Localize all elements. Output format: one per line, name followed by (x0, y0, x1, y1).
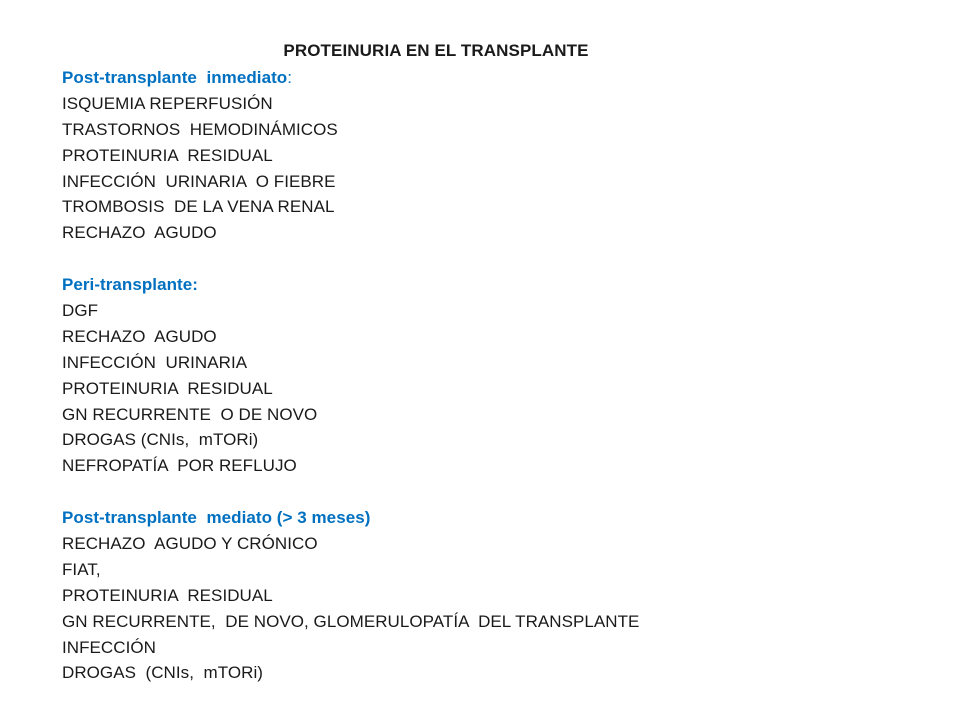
list-item: DROGAS (CNIs, mTORi) (62, 430, 259, 450)
section-heading-text: Post-transplante mediato (> 3 meses) (62, 508, 371, 528)
list-item: RECHAZO AGUDO (62, 326, 217, 346)
section-heading-mediato (62, 505, 922, 531)
list-item: DGF (62, 301, 99, 321)
list-item: TRASTORNOS HEMODINÁMICOS (62, 119, 338, 139)
list-item: GN RECURRENTE, DE NOVO, GLOMERULOPATÍA DEL TRANSPLANTE (62, 611, 640, 631)
list-item: INFECCIÓN URINARIA (62, 352, 248, 372)
list-item: GN RECURRENTE O DE NOVO (62, 404, 318, 424)
section-heading-text: Post-transplante inmediato (62, 68, 288, 87)
list-item: INFECCIÓN URINARIA O FIEBRE (62, 171, 336, 191)
list-item: TROMBOSIS DE LA VENA RENAL (62, 197, 335, 217)
slide-title: PROTEINURIA EN EL TRANSPLANTE (283, 41, 589, 60)
slide-body (62, 65, 922, 686)
list-item: PROTEINURIA RESIDUAL (62, 145, 273, 165)
section-heading-text: Peri-transplante: (62, 275, 198, 295)
list-item: PROTEINURIA RESIDUAL (62, 378, 273, 398)
list-item: RECHAZO AGUDO Y CRÓNICO (62, 534, 318, 554)
list-item: ISQUEMIA REPERFUSIÓN (62, 93, 273, 113)
section-heading-inmediato (62, 65, 922, 91)
list-item: PROTEINURIA RESIDUAL (62, 585, 273, 605)
section-spacer (62, 246, 922, 272)
list-item: RECHAZO AGUDO (62, 223, 217, 243)
section-spacer (62, 479, 922, 505)
list-item: FIAT, (62, 559, 101, 579)
section-heading-peri (62, 272, 922, 298)
list-item: DROGAS (CNIs, mTORi) (62, 663, 264, 683)
list-item: NEFROPATÍA POR REFLUJO (62, 456, 297, 476)
list-item: INFECCIÓN (62, 637, 156, 657)
section-heading-suffix: : (287, 68, 292, 87)
